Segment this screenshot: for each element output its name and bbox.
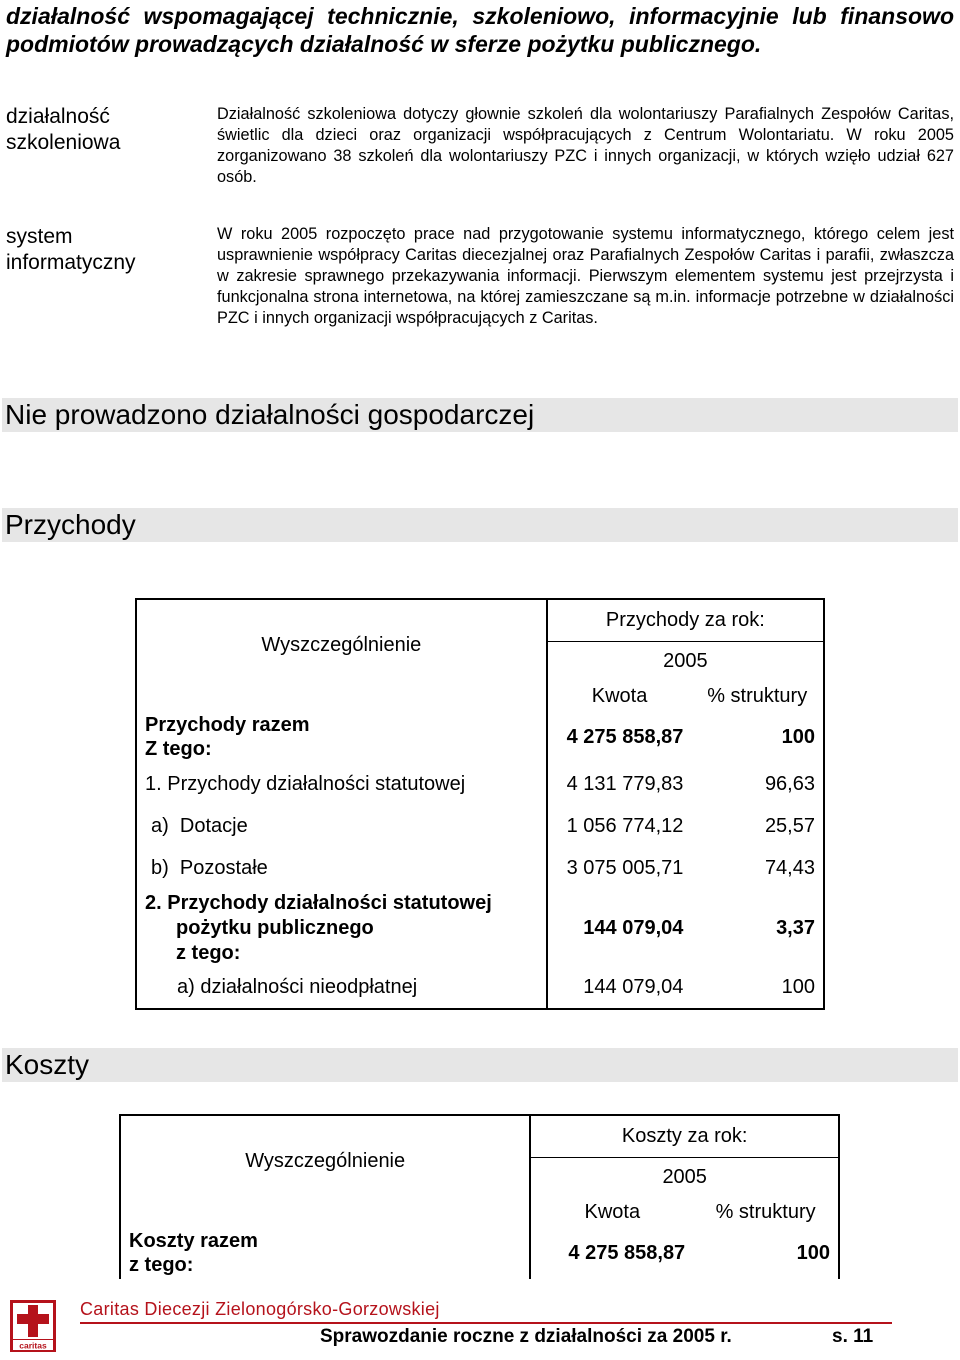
- cost-total-amount: 4 275 858,87: [530, 1227, 693, 1279]
- income-total-label: Przychody razem Z tego:: [145, 714, 310, 760]
- income-total-amount: 4 275 858,87: [547, 711, 692, 763]
- income-col-amount: Kwota: [547, 681, 692, 711]
- heading-income: Przychody: [2, 508, 958, 542]
- table-row: b) Pozostałe 3 075 005,71 74,43: [136, 847, 824, 889]
- section-label: działalność szkoleniowa: [6, 105, 121, 154]
- intro-paragraph: działalność wspomagającej technicznie, szkoleniowo, informacyjnie lub finansowo podmiotów prowadzących działalność w sferze pożytku publicznego.: [6, 3, 954, 57]
- svg-text:caritas: caritas: [19, 1340, 47, 1351]
- cost-col-amount: Kwota: [530, 1197, 693, 1227]
- cost-total-share: 100: [796, 1241, 830, 1264]
- organization-name: Caritas Diecezji Zielonogórsko-Gorzowskiej: [80, 1299, 440, 1319]
- caritas-logo: [10, 1300, 56, 1352]
- table-row: 1. Przychody działalności statutowej 4 131 779,83 96,63: [136, 763, 824, 805]
- report-title: Sprawozdanie roczne z działalności za 2005 r.: [320, 1326, 732, 1347]
- table-row: a) Dotacje 1 056 774,12 25,57: [136, 805, 824, 847]
- income-table: [135, 598, 825, 1010]
- cost-table: [119, 1114, 840, 1279]
- cost-col-period: Koszty za rok:: [530, 1115, 839, 1157]
- heading-costs: Koszty: [2, 1048, 958, 1082]
- income-col-period: Przychody za rok:: [547, 599, 824, 641]
- page-number: s. 11: [832, 1326, 874, 1347]
- cost-total-label: Koszty razem z tego:: [129, 1230, 258, 1276]
- income-col-share: % struktury: [707, 684, 808, 707]
- income-total-share: 100: [781, 725, 815, 748]
- heading-no-business: Nie prowadzono działalności gospodarczej: [2, 398, 958, 432]
- section-text: Działalność szkoleniowa dotyczy głownie szkoleń dla wolontariuszy Parafialnych Zespołów Caritas, świetlic dla dzieci oraz organizacji współpracujących z Centrum Wolontariatu. W roku 2005 zorganizowano 38 szkoleń dla wolontariuszy PZC i innych organizacji, w których wzięło udział 627 osób.: [217, 105, 954, 186]
- section-text: W roku 2005 rozpoczęto prace nad przygotowanie systemu informatycznego, którego celem jest usprawnienie współpracy Caritas diecezjalnej oraz Parafialnych Zespołów Caritas i parafii, zwłaszcza w zakresie sprawnego przekazywania informacji. Pierwszym elementem systemu jest przejrzysta i funkcjonalna strona internetowa, na której zamieszczane są m.in. informacje potrzebne w działalności PZC i innych organizacji współpracujących z Caritas.: [217, 225, 954, 327]
- table-row: 2. Przychody działalności statutowej pożytku publicznego z tego: 144 079,04 3,37: [136, 889, 824, 967]
- cost-year: 2005: [530, 1157, 839, 1197]
- income-year: 2005: [547, 641, 824, 681]
- income-col-desc: Wyszczególnienie: [261, 634, 422, 656]
- section-label: system informatyczny: [6, 225, 136, 274]
- cost-col-share: % struktury: [715, 1200, 816, 1223]
- page-footer: [0, 1296, 960, 1360]
- cost-col-desc: Wyszczególnienie: [245, 1150, 406, 1172]
- table-row: a) działalności nieodpłatnej 144 079,04 100: [136, 967, 824, 1009]
- footer-divider: [80, 1322, 892, 1324]
